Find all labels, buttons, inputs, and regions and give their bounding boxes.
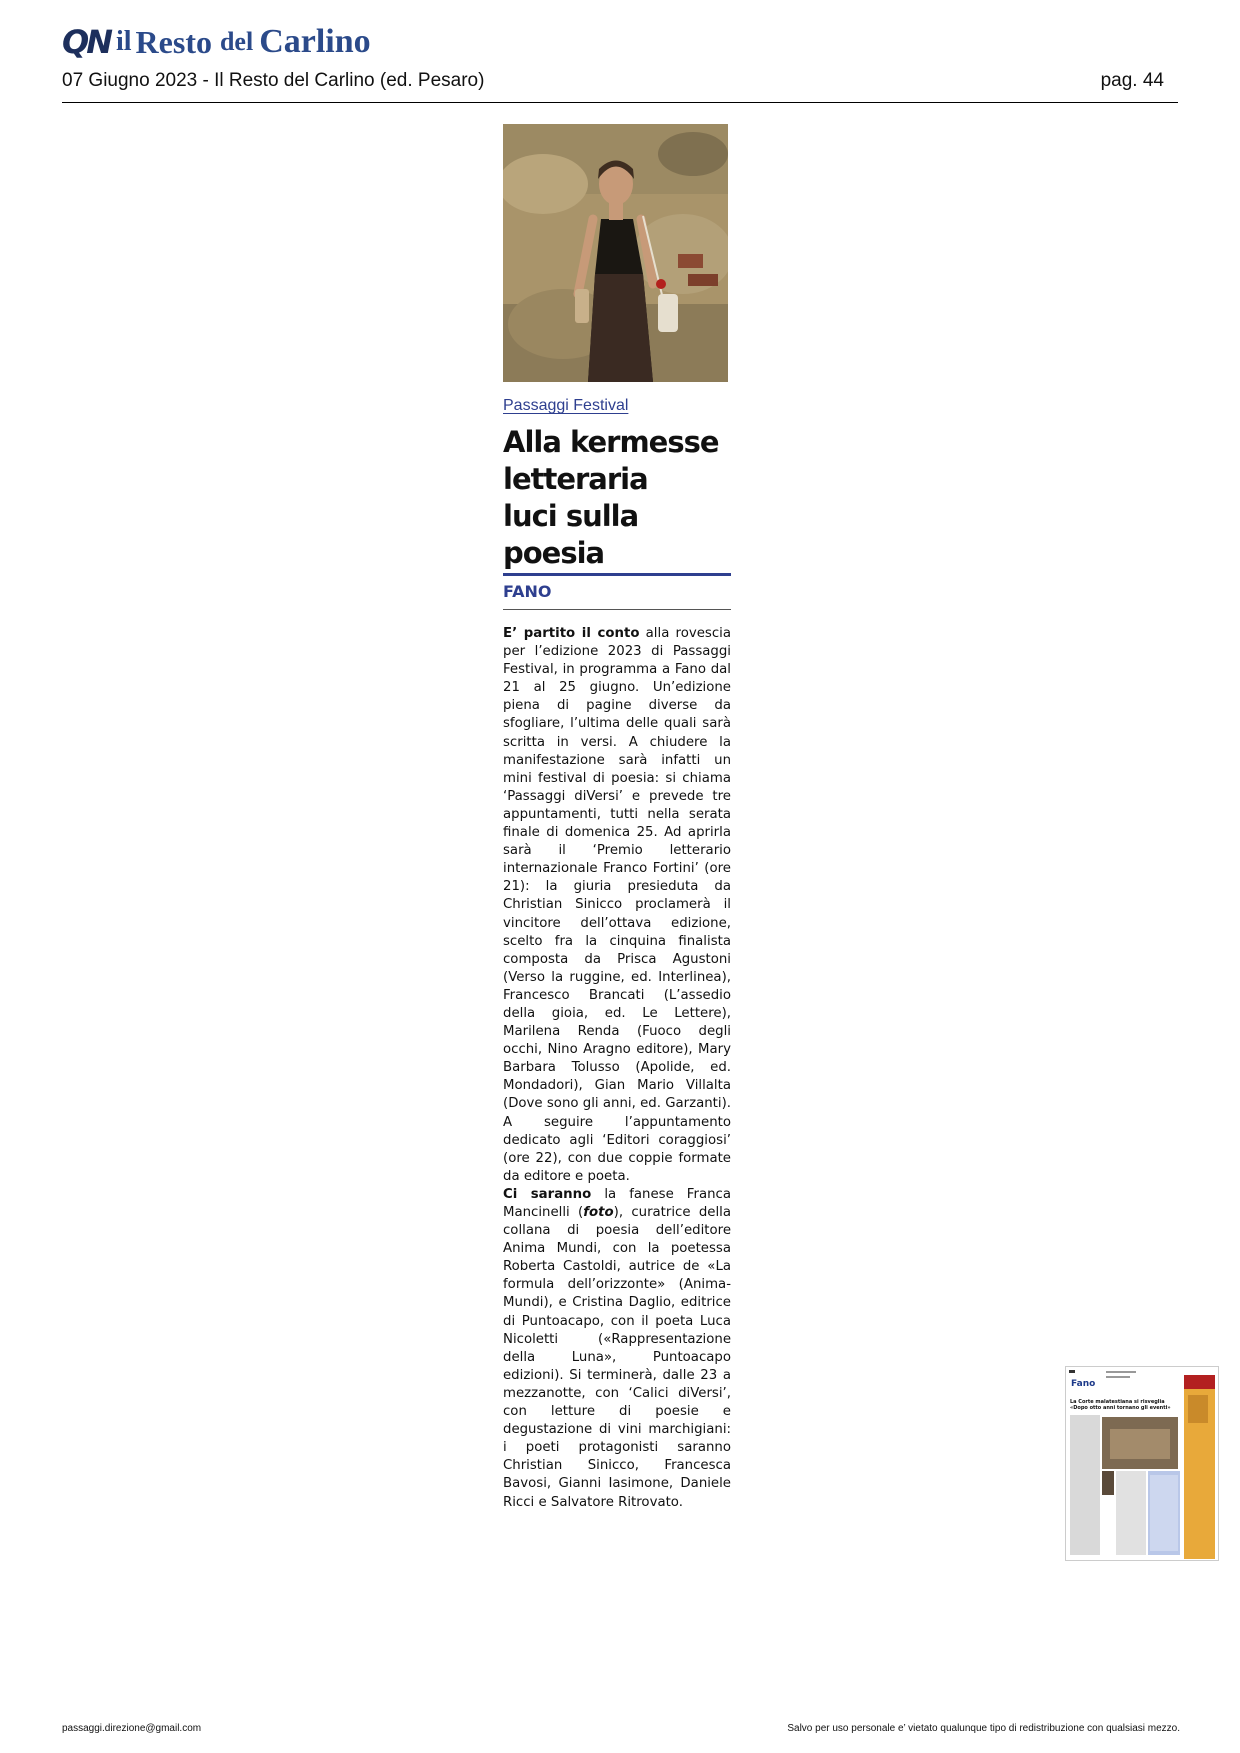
- header-divider: [62, 102, 1178, 103]
- paragraph-lead: Ci saranno: [503, 1186, 592, 1202]
- logo-carlino: Carlino: [259, 23, 371, 60]
- paragraph-text: alla rovescia per l’edizione 2023 di Passaggi Festival, in programma a Fano dal 21 al 25 giugno. Un’edizione piena di pagine diverse da sfogliare, l’ultima delle quali sarà scritta in versi. A chiudere la manifestazione sarà infatti un mini festival di poesia: si chiama ‘Passaggi diVersi’ e prevede tre appuntamenti, tutti nella serata finale di domenica 25. Ad aprirla sarà il ‘Premio letterario internazionale Franco Fortini’ (ore 21): la giuria presieduta da Christian Sinicco proclamerà il vincitore dell’ottava edizione, scelto fra la cinquina finalista composta da Prisca Agustoni (Verso la ruggine, ed. Interlinea), Francesco Brancati (L’assedio della gioia, ed. Le Lettere), Marilena Renda (Fuoco degli occhi, Nino Aragno editore), Mary Barbara Tolusso (Apolide, ed. Mondadori), Gian Mario Villalta (Dove sono gli anni, ed. Garzanti). A seguire l’appuntamento dedicato agli ‘Editori coraggiosi’ (ore 22), con due coppie formate da editore e poeta.: [503, 626, 731, 1184]
- article-body: [503, 625, 731, 1512]
- logo-del: del: [219, 27, 254, 56]
- logo-resto: Resto: [135, 23, 212, 60]
- logo-il: il: [115, 26, 132, 57]
- headline-line: letteraria: [503, 462, 648, 496]
- dateline-top-rule: [503, 573, 731, 576]
- footer-email: passaggi.direzione@gmail.com: [62, 1723, 202, 1734]
- thumbnail-headline: La Corte malatestiana si risveglia: [1070, 1399, 1165, 1405]
- thumbnail-section: Fano: [1071, 1379, 1096, 1389]
- page-thumbnail: [1065, 1366, 1219, 1561]
- article-photo: [503, 124, 728, 382]
- paragraph-text: ), curatrice della collana di poesia dell’editore Anima Mundi, con la poetessa Roberta Castoldi, autrice de «La formula dell’orizzonte» (Anima-Mundi), e Cristina Daglio, editrice di Puntoacapo, con il poeta Luca Nicoletti («Rappresentazione della Luna», Puntoacapo edizioni). Si terminerà, dalle 23 a mezzanotte, con ‘Calici diVersi’, con letture di poesie e degustazione di vini marchigiani: i poeti protagonisti saranno Christian Sinicco, Francesca Bavosi, Gianni Iasimone, Daniele Ricci e Salvatore Ritrovato.: [503, 1205, 731, 1510]
- edition-date: 07 Giugno 2023 - Il Resto del Carlino (ed. Pesaro): [62, 70, 485, 91]
- headline-line: luci sulla poesia: [503, 499, 639, 570]
- page-number: pag. 44: [1100, 70, 1164, 91]
- dateline-bottom-rule: [503, 609, 731, 610]
- newspaper-logo: [62, 22, 371, 62]
- paragraph-lead: E’ partito il conto: [503, 626, 640, 641]
- section-label: Passaggi Festival: [503, 397, 629, 414]
- paragraph-text: la fanese Franca Mancinelli (: [503, 1186, 731, 1220]
- photo-reference: foto: [583, 1205, 614, 1220]
- logo-qn: QN: [62, 23, 110, 61]
- article-headline: [503, 424, 743, 572]
- thumbnail-headline: «Dopo otto anni tornano gli eventi»: [1070, 1405, 1171, 1411]
- article-paragraph: [503, 1186, 731, 1512]
- footer-notice: Salvo per uso personale e’ vietato qualunque tipo di redistribuzione con qualsiasi mezzo.: [787, 1723, 1180, 1734]
- headline-line: Alla kermesse: [503, 425, 719, 459]
- dateline: FANO: [503, 582, 552, 601]
- article-paragraph: [503, 625, 731, 1186]
